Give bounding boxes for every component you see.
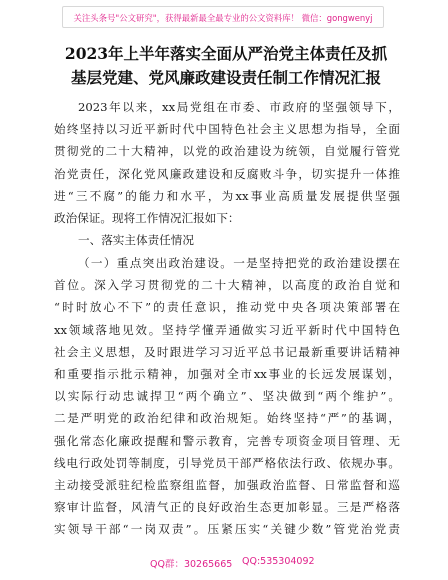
document-title — [40, 42, 412, 90]
intro-paragraph — [54, 96, 400, 229]
header-notice-banner: 关注头条号"公文研究"，获得最新最全最专业的公文资料库！ 微信：gongwenyj — [62, 6, 384, 28]
intro-line: 政治保证。现将工作情况汇报如下： — [54, 210, 240, 225]
section-line: 社会主义思想，及时跟进学习习近平总书记最新重要讲话精神 — [54, 344, 400, 359]
section-line: 和重要指示批示精神，加强对全市xx事业的长远发展谋划， — [54, 366, 400, 381]
intro-line: 进“三不腐”的能力和水平，为xx事业高质量发展提供坚强 — [54, 188, 400, 203]
intro-line: 2023年以来，xx局党组在市委、市政府的坚强领导下， — [78, 100, 400, 114]
section-line: 线电行政处罚等制度，引导党员干部严格依法行政、依规办事。 — [54, 455, 400, 470]
section-paragraph — [54, 252, 400, 540]
qq-group-number: QQ群：30265665 — [150, 559, 233, 570]
section-line: 主动接受派驻纪检监察组监督，加强政治监督、日常监督和巡 — [54, 477, 400, 492]
section-line: xx领域落地见效。坚持学懂弄通做实习近平新时代中国特色 — [54, 322, 400, 337]
page-footer — [0, 556, 448, 572]
section-line: 首位。深入学习贯彻党的二十大精神，以高度的政治自觉和 — [54, 278, 400, 293]
intro-line: 贯彻党的二十大精神，以党的政治建设为统领，自觉履行管党 — [54, 144, 400, 159]
section-line: 察审计监督，风清气正的良好政治生态更加彰显。三是严格落 — [54, 500, 400, 515]
section-line: “时时放心不下”的责任意识，推动党中央各项决策部署在 — [54, 300, 400, 315]
title-line: 2023年上半年落实全面从严治党主体责任及抓 — [64, 44, 388, 63]
title-line: 基层党建、党风廉政建设责任制工作情况汇报 — [70, 68, 381, 87]
section-heading — [54, 229, 400, 251]
qq-contact-number: QQ:535304092 — [242, 556, 315, 567]
section-line: （一）重点突出政治建设。一是坚持把党的政治建设摆在 — [78, 256, 400, 270]
section-line: 以实际行动忠诚捍卫“两个确立”、坚决做到“两个维护”。 — [54, 389, 400, 404]
section-line: 实领导干部“一岗双责”。压紧压实“关键少数”管党治党责 — [54, 522, 400, 537]
intro-line: 治党责任，深化党风廉政建设和反腐败斗争，切实提升一体推 — [54, 166, 400, 181]
section-line: 二是严明党的政治纪律和政治规矩。始终坚持“严”的基调， — [54, 411, 400, 426]
section-line: 强化常态化廉政提醒和警示教育，完善专项资金项目管理、无 — [54, 433, 400, 448]
section-heading-text: 一、落实主体责任情况 — [78, 233, 194, 247]
intro-line: 始终坚持以习近平新时代中国特色社会主义思想为指导，全面 — [54, 122, 400, 137]
